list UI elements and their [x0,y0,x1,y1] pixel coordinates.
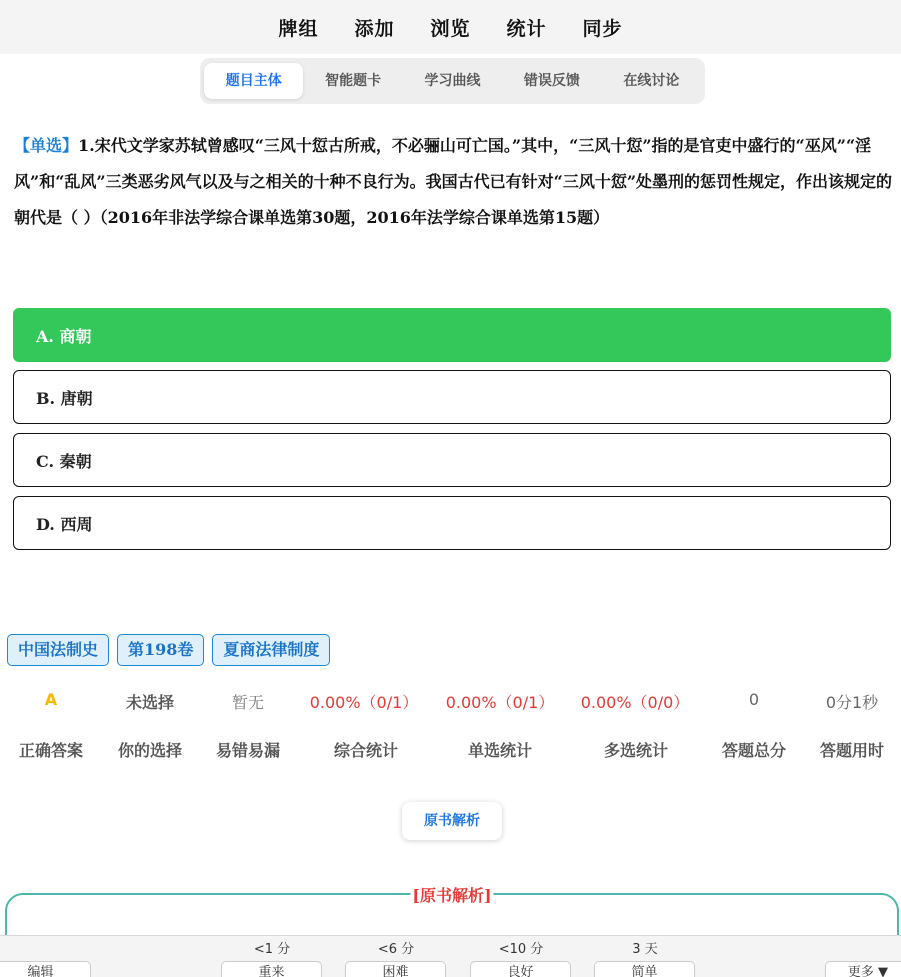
correct-answer-label: 正确答案 [18,741,84,760]
single-choice-stat-value: 0.00%（0/1） [445,693,555,712]
nav-browse[interactable]: 浏览 [430,17,471,40]
stats-values-row [0,690,901,726]
edit-button[interactable]: 编辑 [0,961,91,977]
interval-hard: <6 分 [377,942,415,957]
nav-sync[interactable]: 同步 [582,17,623,40]
tab-bar [200,58,705,104]
single-choice-stat-label: 单选统计 [467,741,533,760]
option-b[interactable]: B. 唐朝 [13,370,891,424]
interval-easy: 3 天 [632,942,658,957]
nav-decks[interactable]: 牌组 [278,17,319,40]
total-score-value: 0 [748,690,760,709]
nav-stats[interactable]: 统计 [506,17,547,40]
nav-add[interactable]: 添加 [354,17,395,40]
correct-answer-value: A [44,690,58,709]
your-choice-value: 未选择 [125,693,175,712]
option-d[interactable]: D. 西周 [13,496,891,550]
tab-learning-curve[interactable]: 学习曲线 [424,73,481,89]
tag-list [7,634,330,666]
multi-choice-stat-value: 0.00%（0/0） [580,693,690,712]
error-prone-label: 易错易漏 [215,741,281,760]
tag-chapter[interactable]: 夏商法律制度 [212,634,330,666]
more-button[interactable]: 更多 ▼ [825,961,901,977]
option-c[interactable]: C. 秦朝 [13,433,891,487]
hard-button[interactable]: 困难 [345,961,446,977]
tab-online-discussion[interactable]: 在线讨论 [623,73,680,89]
option-a[interactable]: A. 商朝 [13,308,891,362]
error-prone-value: 暂无 [231,693,265,712]
stats-labels-row [0,738,901,774]
total-score-label: 答题总分 [721,741,787,760]
easy-button[interactable]: 简单 [594,961,695,977]
question-text-block [14,128,894,236]
question-text: 1.宋代文学家苏轼曾感叹“三风十愆古所戒，不必骊山可亡国。”其中，“三风十愆”指的是官吏中盛行的“巫风”“淫风”和“乱风”三类恶劣风气以及与之相关的十种不良行为。我国古代已有针对“三风十愆”处墨刑的惩罚性规定，作出该规定的朝代是（ ）（2016年非法学综合课单选第30题，2016年法学综合课单选第15题） [14,136,893,227]
original-analysis-legend: [原书解析] [410,883,493,906]
interval-good: <10 分 [498,942,544,957]
tag-volume[interactable]: 第198卷 [117,634,204,666]
answer-stats [0,690,901,774]
review-answer-bar [0,935,901,977]
tag-subject[interactable]: 中国法制史 [7,634,109,666]
original-analysis-button[interactable]: 原书解析 [402,802,502,840]
top-navigation [0,0,901,54]
tab-question-body[interactable]: 题目主体 [204,63,303,99]
time-spent-value: 0分1秒 [825,693,879,712]
good-button[interactable]: 良好 [470,961,571,977]
tab-error-feedback[interactable]: 错误反馈 [523,73,580,89]
question-type-label: 【单选】 [14,136,79,155]
overall-stat-label: 综合统计 [333,741,399,760]
multi-choice-stat-label: 多选统计 [603,741,669,760]
your-choice-label: 你的选择 [117,741,183,760]
tab-smart-card[interactable]: 智能题卡 [325,73,382,89]
again-button[interactable]: 重来 [221,961,322,977]
interval-again: <1 分 [253,942,291,957]
overall-stat-value: 0.00%（0/1） [309,693,419,712]
time-spent-label: 答题用时 [819,741,885,760]
